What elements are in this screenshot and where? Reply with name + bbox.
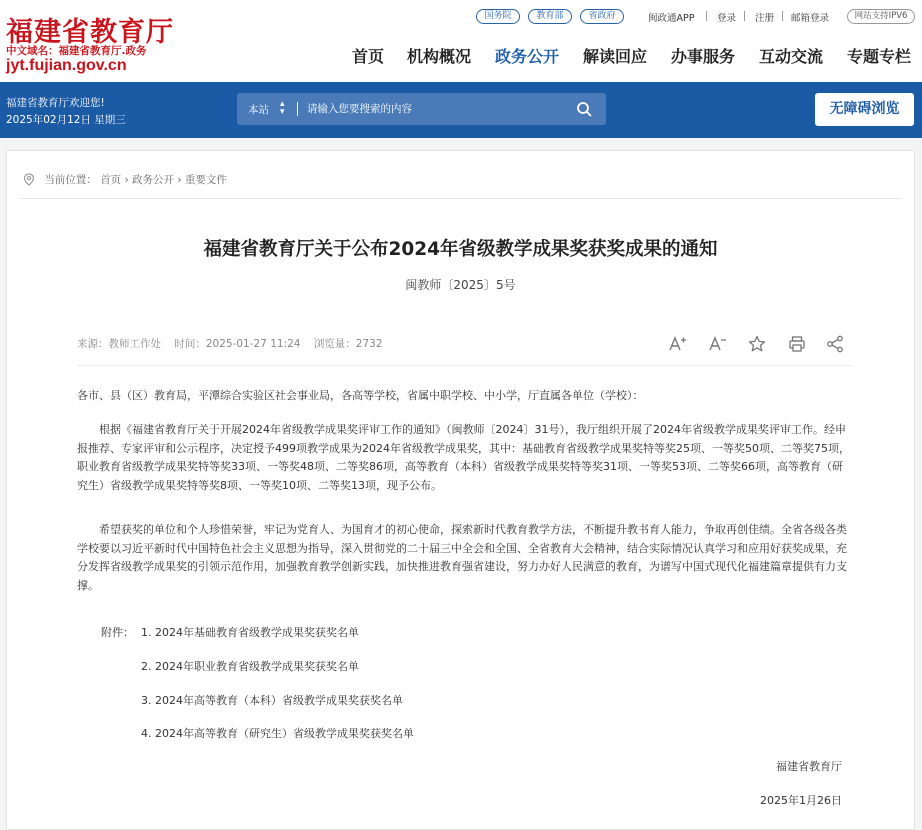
sort-caret-icon[interactable]: ▴ ▾ [280,99,285,117]
share-icon[interactable] [825,334,845,354]
site-logo[interactable]: 福建省教育厅 [6,17,174,48]
search-icon[interactable] [576,101,592,117]
register-link[interactable]: 注册 [755,13,775,24]
nav-services[interactable]: 办事服务 [671,47,736,66]
attachments-label: 附件： [101,626,134,639]
article-paragraph: 希望获奖的单位和个人珍惜荣誉，牢记为党育人、为国育才的初心使命，探索新时代教育教学方法，不断提升教书育人能力，争取再创佳绩。全省各级各类学校要以习近平新时代中国特色社会主义思想为指导，深入贯彻党的二十届三中全会和全国、全省教育大会精神，结合实际情况认真学习和应用好获奖成果，充分发挥省级教学成果奖的引领示范作用，加强教育教学创新实践，加快推进教育强省建设，努力办好人民满意的教育，为谱写中国式现代化福建篇章提供有力支撑。 [77,523,847,592]
nav-topics[interactable]: 专题专栏 [847,47,912,66]
search-bar-strip [0,82,922,138]
divider [77,365,852,366]
search-box [237,93,606,125]
link-state-council[interactable]: 国务院 [476,9,520,24]
attachment-link[interactable]: 4. 2024年高等教育（研究生）省级教学成果奖获奖名单 [141,727,414,740]
font-decrease-icon[interactable] [707,334,727,354]
font-increase-icon[interactable] [667,334,687,354]
favorite-star-icon[interactable] [747,334,767,354]
nav-about[interactable]: 机构概况 [407,47,472,66]
breadcrumb-path[interactable]: 首页 › 政务公开 › 重要文件 [100,174,227,186]
article-views: 浏览量：2732 [313,338,383,350]
accessibility-button[interactable]: 无障碍浏览 [815,93,914,126]
link-ministry-education[interactable]: 教育部 [528,9,572,24]
current-date: 2025年02月12日 星期三 [6,114,126,126]
login-link[interactable]: 登录 [717,13,737,24]
article-container [6,150,915,830]
issuing-authority: 福建省教育厅 [776,760,842,773]
search-divider [297,102,298,116]
breadcrumb-prefix: 当前位置： [44,174,97,186]
divider [782,11,783,21]
print-icon[interactable] [787,334,807,354]
salutation: 各市、县（区）教育局，平潭综合实验区社会事业局，各高等学校，省属中职学校、中小学，厅直属各单位（学校）： [77,389,644,402]
article-toolbar [667,334,847,354]
breadcrumb [23,172,227,187]
divider [744,11,745,21]
document-number: 闽教师〔2025〕5号 [405,278,516,292]
site-url[interactable]: jyt.fujian.gov.cn [6,57,127,74]
location-pin-icon [23,173,35,186]
divider [706,11,707,21]
main-nav [0,44,922,68]
attachment-link[interactable]: 2. 2024年职业教育省级教学成果奖获奖名单 [141,660,359,673]
chinese-domain-label: 中文域名：福建省教育厅.政务 [6,45,147,57]
nav-gov-affairs[interactable]: 政务公开 [495,47,560,66]
attachment-link[interactable]: 3. 2024年高等教育（本科）省级教学成果奖获奖名单 [141,694,403,707]
nav-interpretation[interactable]: 解读回应 [583,47,648,66]
ipv6-badge: 网站支持IPV6 [847,9,915,24]
article-title: 福建省教育厅关于公布2024年省级教学成果奖获奖成果的通知 [203,239,718,260]
mail-login-link[interactable]: 邮箱登录 [791,13,830,24]
site-header [0,0,922,82]
article-source: 来源：教师工作处 [77,338,161,350]
attachment-link[interactable]: 1. 2024年基础教育省级教学成果奖获奖名单 [141,626,359,639]
divider [20,198,902,199]
welcome-text: 福建省教育厅欢迎您! [6,97,105,109]
top-links-bar [0,9,922,25]
nav-interaction[interactable]: 互动交流 [759,47,824,66]
search-scope-select[interactable]: 本站 [248,104,269,116]
link-mzt-app[interactable]: 闽政通APP [648,13,695,24]
issue-date: 2025年1月26日 [760,794,842,807]
article-meta [77,336,393,351]
search-input[interactable] [307,99,567,119]
nav-home[interactable]: 首页 [352,47,385,66]
link-provincial-gov[interactable]: 省政府 [580,9,624,24]
article-time: 时间：2025-01-27 11:24 [174,338,301,350]
article-paragraph: 根据《福建省教育厅关于开展2024年省级教学成果奖评审工作的通知》（闽教师〔2024〕31号），我厅组织开展了2024年省级教学成果奖评审工作。经申报推荐、专家评审和公示程序，决定授予499项教学成果为2024年省级教学成果奖，其中：基础教育省级教学成果奖特等奖25项、一等奖50项、二等奖75项，职业教育省级教学成果奖特等奖33项、一等奖48项、二等奖86项，高等教育（本科）省级教学成果奖特等奖31项、一等奖53项、二等奖66项，高等教育（研究生）省级教学成果奖特等奖8项、一等奖10项、二等奖13项，现予公布。 [77,423,850,492]
